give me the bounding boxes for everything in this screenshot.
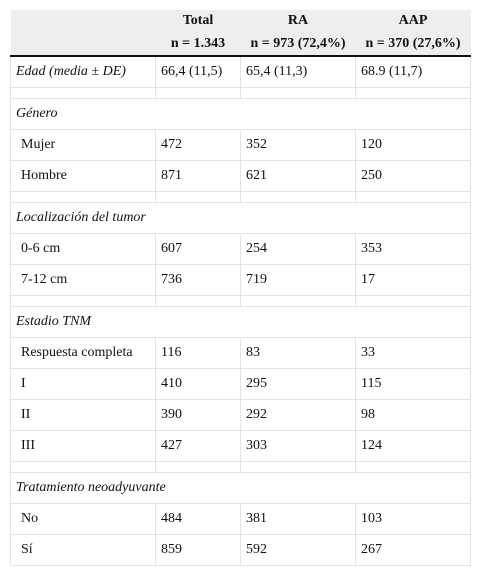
section-header-tumor-location (11, 203, 471, 234)
header-ra-n: n = 973 (72,4%) (241, 32, 356, 56)
row-label: 0-6 cm (11, 234, 156, 265)
cell-total: 427 (156, 431, 241, 462)
table-row-age (11, 56, 471, 88)
table-row (11, 265, 471, 296)
table-container (10, 10, 470, 566)
cell-total: 116 (156, 338, 241, 369)
header-empty-cell (11, 32, 156, 56)
header-aap-n: n = 370 (27,6%) (356, 32, 471, 56)
cell-total: 736 (156, 265, 241, 296)
row-label: Edad (media ± DE) (11, 56, 156, 88)
section-header-neoadjuvant (11, 473, 471, 504)
cell-ra: 621 (241, 161, 356, 192)
section-header-gender (11, 99, 471, 130)
row-label: Mujer (11, 130, 156, 161)
cell-aap: 124 (356, 431, 471, 462)
cell-total: 607 (156, 234, 241, 265)
header-row-counts (11, 32, 471, 56)
section-title: Género (11, 99, 471, 130)
cell-aap: 250 (356, 161, 471, 192)
section-title: Estadio TNM (11, 307, 471, 338)
cell-aap: 98 (356, 400, 471, 431)
demographics-table (10, 10, 471, 566)
header-total-n: n = 1.343 (156, 32, 241, 56)
cell-total: 484 (156, 504, 241, 535)
section-title: Localización del tumor (11, 203, 471, 234)
cell-aap: 115 (356, 369, 471, 400)
cell-aap: 267 (356, 535, 471, 566)
cell-ra: 303 (241, 431, 356, 462)
table-row (11, 369, 471, 400)
cell-ra: 381 (241, 504, 356, 535)
row-label: II (11, 400, 156, 431)
cell-ra: 65,4 (11,3) (241, 56, 356, 88)
table-row (11, 431, 471, 462)
spacer-row (11, 88, 471, 99)
row-label: Hombre (11, 161, 156, 192)
cell-ra: 83 (241, 338, 356, 369)
cell-aap: 68.9 (11,7) (356, 56, 471, 88)
table-row (11, 338, 471, 369)
cell-total: 390 (156, 400, 241, 431)
cell-total: 859 (156, 535, 241, 566)
row-label: No (11, 504, 156, 535)
header-ra: RA (241, 10, 356, 32)
row-label: 7-12 cm (11, 265, 156, 296)
table-body (11, 56, 471, 566)
cell-aap: 120 (356, 130, 471, 161)
table-row (11, 234, 471, 265)
cell-total: 66,4 (11,5) (156, 56, 241, 88)
header-row-groups (11, 10, 471, 32)
cell-ra: 254 (241, 234, 356, 265)
table-row (11, 504, 471, 535)
cell-total: 472 (156, 130, 241, 161)
cell-ra: 352 (241, 130, 356, 161)
cell-ra: 592 (241, 535, 356, 566)
cell-ra: 719 (241, 265, 356, 296)
header-total: Total (156, 10, 241, 32)
cell-ra: 295 (241, 369, 356, 400)
spacer-row (11, 192, 471, 203)
spacer-row (11, 296, 471, 307)
table-header (11, 10, 471, 56)
spacer-row (11, 462, 471, 473)
cell-aap: 353 (356, 234, 471, 265)
row-label: Sí (11, 535, 156, 566)
table-row (11, 400, 471, 431)
table-row (11, 130, 471, 161)
section-header-tnm-stage (11, 307, 471, 338)
cell-total: 871 (156, 161, 241, 192)
header-aap: AAP (356, 10, 471, 32)
table-row (11, 161, 471, 192)
section-title: Tratamiento neoadyuvante (11, 473, 471, 504)
cell-aap: 17 (356, 265, 471, 296)
row-label: Respuesta completa (11, 338, 156, 369)
row-label: III (11, 431, 156, 462)
cell-aap: 103 (356, 504, 471, 535)
cell-total: 410 (156, 369, 241, 400)
row-label: I (11, 369, 156, 400)
header-empty-cell (11, 10, 156, 32)
cell-ra: 292 (241, 400, 356, 431)
table-row (11, 535, 471, 566)
cell-aap: 33 (356, 338, 471, 369)
